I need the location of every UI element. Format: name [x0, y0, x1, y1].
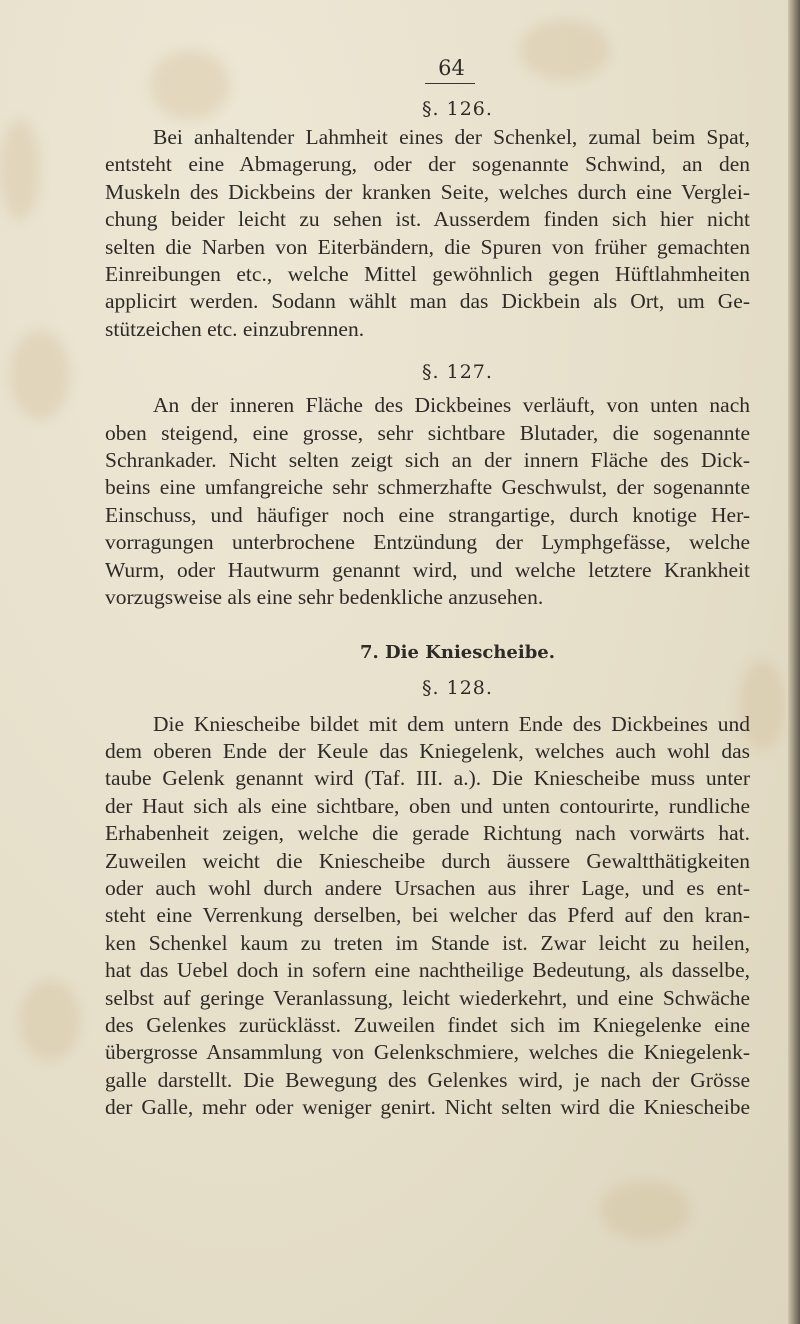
- text-line: ken Schenkel kaum zu treten im Stande ist. Zwar leicht zu heilen,: [105, 930, 750, 955]
- text-line: der Haut sich als eine sichtbare, oben und unten contourirte, rundliche: [105, 793, 750, 818]
- page-number: 64: [438, 56, 465, 80]
- text-line: An der inneren Fläche des Dickbeines verläuft, von unten nach: [153, 393, 750, 418]
- paper-stain: [0, 120, 40, 220]
- text-line: Schrankader. Nicht selten zeigt sich an der innern Fläche des Dick-: [105, 448, 750, 473]
- text-line: entsteht eine Abmagerung, oder der sogenannte Schwind, an den: [105, 152, 750, 177]
- text-line: oben steigend, eine grosse, sehr sichtbare Blutader, die sogenannte: [105, 420, 750, 445]
- text-line: taube Gelenk genannt wird (Taf. III. a.). Die Kniescheibe muss unter: [105, 766, 750, 791]
- text-line: des Gelenkes zurücklässt. Zuweilen findet sich im Kniegelenke eine: [105, 1012, 750, 1037]
- text-line: chung beider leicht zu sehen ist. Ausserdem finden sich hier nicht: [105, 207, 750, 232]
- text-line: der Galle, mehr oder weniger genirt. Nicht selten wird die Kniescheibe: [105, 1095, 750, 1120]
- paper-stain: [20, 980, 80, 1060]
- text-line: galle darstellt. Die Bewegung des Gelenkes wird, je nach der Grösse: [105, 1067, 750, 1092]
- text-line: vorzugsweise als eine sehr bedenkliche anzusehen.: [105, 585, 544, 610]
- chapter-heading: 7. Die Kniescheibe.: [359, 641, 556, 663]
- paper-stain: [10, 330, 70, 420]
- text-line: selten die Narben von Eiterbändern, die Spuren von früher gemachten: [105, 234, 750, 259]
- paragraph-126: [105, 124, 750, 343]
- text-line: vorragungen unterbrochene Entzündung der Lymphgefässe, welche: [105, 530, 750, 555]
- text-line: dem oberen Ende der Keule das Kniegelenk, welches auch wohl das: [105, 738, 750, 763]
- text-line: Einreibungen etc., welche Mittel gewöhnlich gegen Hüftlahmheiten: [105, 262, 750, 287]
- text-line: übergrosse Ansammlung von Gelenkschmiere, welches die Kniegelenk-: [105, 1040, 750, 1065]
- text-line: Muskeln des Dickbeins der kranken Seite, welches durch eine Verglei-: [105, 179, 750, 204]
- paragraph-127: [105, 392, 750, 611]
- text-line: steht eine Verrenkung derselben, bei welcher das Pferd auf den kran-: [105, 903, 750, 928]
- text-line: applicirt werden. Sodann wählt man das Dickbein als Ort, um Ge-: [105, 289, 750, 314]
- section-marker-126: §. 126.: [422, 98, 493, 120]
- text-line: Bei anhaltender Lahmheit eines der Schenkel, zumal beim Spat,: [153, 125, 750, 149]
- text-line: Wurm, oder Hautwurm genannt wird, und welche letztere Krankheit: [105, 557, 750, 582]
- text-line: hat das Uebel doch in sofern eine nachtheilige Bedeutung, als dasselbe,: [105, 958, 750, 983]
- text-line: selbst auf geringe Veranlassung, leicht wiederkehrt, und eine Schwäche: [105, 985, 750, 1010]
- text-line: Erhabenheit zeigen, welche die gerade Richtung nach vorwärts hat.: [105, 821, 750, 846]
- section-marker-128: §. 128.: [422, 676, 493, 699]
- text-line: oder auch wohl durch andere Ursachen aus ihrer Lage, und es ent-: [105, 875, 750, 900]
- page-text: [105, 48, 750, 1122]
- text-line: beins eine umfangreiche sehr schmerzhafte Geschwulst, der sogenannte: [105, 475, 750, 500]
- text-line: Zuweilen weicht die Kniescheibe durch äussere Gewaltthätigkeiten: [105, 848, 750, 873]
- paragraph-128: [105, 711, 750, 1122]
- text-line: stützeichen etc. einzubrennen.: [105, 316, 365, 341]
- book-page-edge: [788, 0, 800, 1324]
- paper-stain: [600, 1180, 690, 1240]
- page-number-rule: [425, 83, 475, 84]
- section-marker-127: §. 127.: [422, 361, 493, 384]
- text-line: Die Kniescheibe bildet mit dem untern Ende des Dickbeines und: [153, 711, 750, 736]
- text-line: Einschuss, und häufiger noch eine strangartige, durch knotige Her-: [105, 502, 750, 527]
